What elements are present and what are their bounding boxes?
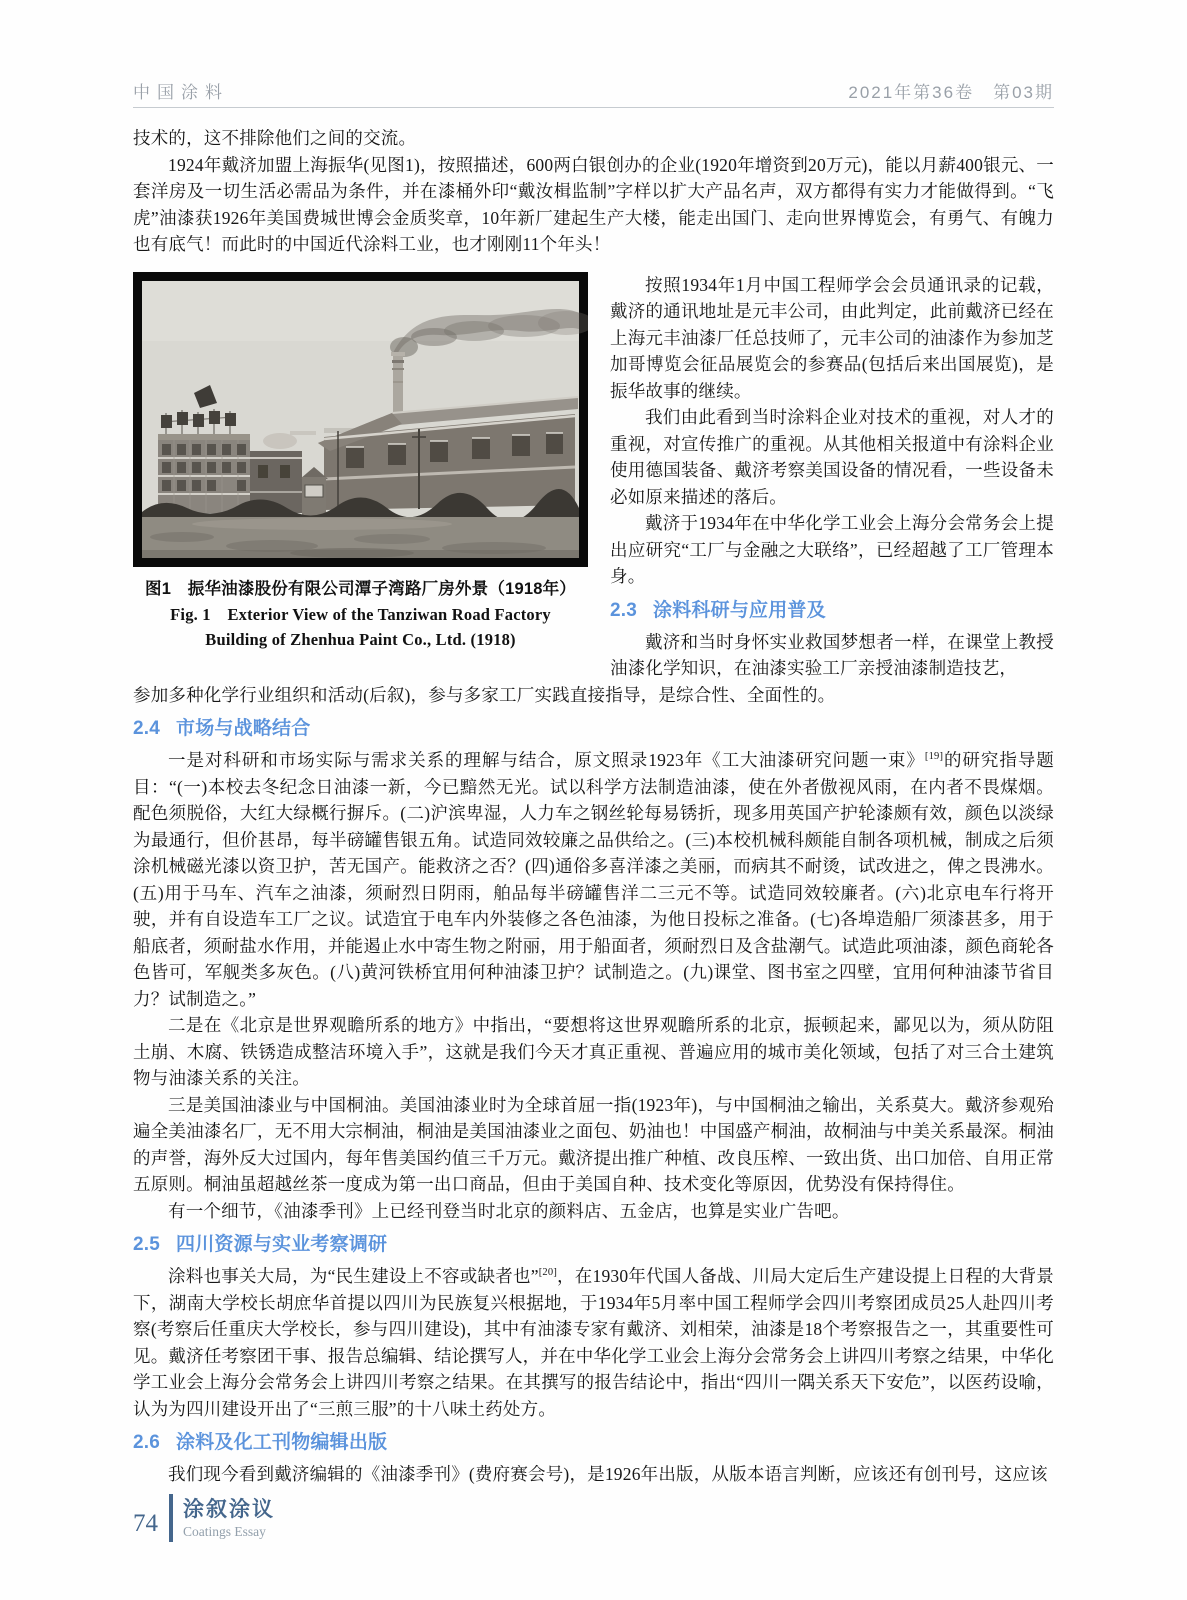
paragraph: 戴济于1934年在中华化学工业会上海分会常务会上提出应研究“工厂与金融之大联络”，已经超越了工厂管理本身。: [610, 513, 1054, 586]
paragraph: 二是在《北京是世界观瞻所系的地方》中指出，“要想将这世界观瞻所系的北京，振顿起来，鄙见以为，须从防阻土崩、木腐、铁锈造成整洁环境入手”，这就是我们今天才真正重视、普遍应用的城市美化领域，包括了对三合土建筑物与油漆关系的关注。: [133, 1015, 1054, 1088]
reference-marker-20: [20]: [538, 1267, 558, 1279]
paragraph-text: 一是对科研和市场实际与需求关系的理解与结合，原文照录1923年《工大油漆研究问题一束》: [168, 750, 925, 770]
section-number: 2.3: [610, 599, 638, 621]
paragraph: [133, 1263, 1054, 1422]
paragraph: [133, 747, 1054, 1012]
photo-scene: [142, 281, 588, 558]
section-number: 2.5: [133, 1234, 161, 1255]
section-number: 2.4: [133, 718, 161, 739]
paragraph: 参加多种化学行业组织和活动(后叙)，参与多家工厂实践直接指导，是综合性、全面性的。: [133, 684, 836, 705]
factory-photo: [133, 272, 588, 567]
section-heading-2-3: [610, 598, 1054, 624]
paragraph-text: ，在1930年代国人备战、川局大定后生产建设提上日程的大背景下，湖南大学校长胡庶华首提以四川为民族复兴根据地，于1934年5月率中国工程师学会四川考察团成员25人赴四川考察(考察后任重庆大学校长，参与四川建设)，其中有油漆专家有戴济、刘相荣，油漆是18个考察报告之一，其重要性可见。戴济任考察团干事、报告总编辑、结论撰写人，并在中华化学工业会上海分会常务会上讲四川考察之结果，中华化学工业会上海分会常务会上讲四川考察之结果。在其撰写的报告结论中，指出“四川一隅关系天下安危”，以医药设喻，认为为四川建设开出了“三煎三服”的十八味土药处方。: [133, 1266, 1055, 1419]
paragraph: 我们现今看到戴济编辑的《油漆季刊》(费府赛会号)，是1926年出版，从版本语言判断，应该还有创刊号，这应该: [168, 1464, 1048, 1484]
text-column: [610, 272, 1054, 682]
paragraph: 三是美国油漆业与中国桐油。美国油漆业时为全球首屈一指(1923年)，与中国桐油之输出，关系莫大。戴济参观殆遍全美油漆名厂，无不用大宗桐油，桐油是美国油漆业之面包、奶油也！中国盛产桐油，故桐油与中美关系最深。桐油的声誉，海外反大过国内，每年售美国约值三千万元。戴济提出推广种植、改良压榨、一致出货、出口加倍、自用正常五原则。桐油虽超越丝茶一度成为第一出口商品，但由于美国自种、技术变化等原因，优势没有保持得住。: [133, 1094, 1054, 1194]
footer-column-zh: 涂叙涂议: [183, 1497, 275, 1521]
page-number: 74: [133, 1510, 158, 1537]
section-heading-2-6: [133, 1430, 1054, 1456]
footer-column-block: [183, 1497, 275, 1540]
figure-caption: [133, 576, 588, 652]
footer-divider: [169, 1494, 173, 1542]
page-footer: [133, 1494, 275, 1542]
figure-and-text-row: [133, 272, 1054, 682]
section-heading-2-4: [133, 716, 1054, 742]
section-title: 四川资源与实业考察调研: [176, 1234, 388, 1255]
header-divider: [133, 107, 1054, 108]
figure-column: [133, 272, 588, 682]
section-title: 涂料科研与应用普及: [653, 599, 826, 621]
figure-caption-zh: 图1 振华油漆股份有限公司潭子湾路厂房外景（1918年）: [145, 579, 576, 598]
figure-caption-en-line1: Fig. 1 Exterior View of the Tanziwan Road Factory: [170, 604, 551, 624]
paragraph: 戴济和当时身怀实业救国梦想者一样，在课堂上教授油漆化学知识，在油漆实验工厂亲授油漆制造技艺，: [610, 631, 1054, 678]
reference-marker-19: [19]: [924, 751, 944, 763]
journal-title: 中国涂料: [133, 83, 229, 102]
paragraph-text: 涂料也事关大局，为“民生建设上不容或缺者也”: [168, 1266, 539, 1286]
article-body: [133, 125, 1054, 1488]
paragraph: 1924年戴济加盟上海振华(见图1)，按照描述，600两白银创办的企业(1920年增资到20万元)，能以月薪400银元、一套洋房及一切生活必需品为条件，并在漆桶外印“戴汝楫监制”字样以扩大产品名声，双方都得有实力才能做得到。“飞虎”油漆获1926年美国费城世博会金质奖章，10年新厂建起生产大楼，能走出国门、走向世界博览会，有勇气、有魄力也有底气！而此时的中国近代涂料工业，也才刚刚11个年头！: [133, 154, 1054, 254]
paragraph: 有一个细节，《油漆季刊》上已经刊登当时北京的颜料店、五金店，也算是实业广告吧。: [168, 1200, 850, 1221]
field: [142, 517, 579, 558]
figure-caption-en-line2: Building of Zhenhua Paint Co., Ltd. (1918): [205, 629, 516, 649]
paragraph: 我们由此看到当时涂料企业对技术的重视，对人才的重视，对宣传推广的重视。从其他相关报道中有涂料企业使用德国装备、戴济考察美国设备的情况看，一些设备未必如原来描述的落后。: [610, 407, 1054, 507]
paragraph-text: 的研究指导题目：“(一)本校去冬纪念日油漆一新，今已黯然无光。试以科学方法制造油漆，使在外者傲视风雨，在内者不畏煤烟。配色须脱俗，大红大绿概行摒斥。(二)沪滨卑湿，人力车之钢丝轮每易锈折，现多用英国产护轮漆颇有效，颜色以淡绿为最通行，但价甚昂，每半磅罐售银五角。试造同效较廉之品供给之。(三)本校机械科颇能自制各项机械，制成之后须涂机械磁光漆以资卫护，苦无国产。能救济之否？(四)通俗多喜洋漆之美丽，而病其不耐烫，试改进之，俾之畏沸水。(五)用于马车、汽车之油漆，须耐烈日阴雨，舶品每半磅罐售洋二三元不等。试造同效较廉者。(六)北京电车行将开驶，并有自设造车工厂之议。试造宜于电车内外装修之各色油漆，为他日投标之准备。(七)各埠造船厂须漆甚多，用于船底者，须耐盐水作用，并能遏止水中寄生物之附丽，用于船面者，须耐烈日及含盐潮气。试造此项油漆，颜色商轮各色皆可，军舰类多灰色。(八)黄河铁桥宜用何种油漆卫护？试制造之。(九)课堂、图书室之四壁，宜用何种油漆节省目力？试制造之。”: [133, 750, 1054, 1009]
section-number: 2.6: [133, 1432, 161, 1453]
page-header: [133, 78, 1054, 103]
figure-1: [133, 272, 588, 652]
footer-column-en: Coatings Essay: [183, 1523, 266, 1539]
issue-info: 2021年第36卷 第03期: [848, 83, 1054, 102]
section-heading-2-5: [133, 1232, 1054, 1258]
paragraph: 按照1934年1月中国工程师学会会员通讯录的记载，戴济的通讯地址是元丰公司，由此判定，此前戴济已经在上海元丰油漆厂任总技师了，元丰公司的油漆作为参加芝加哥博览会征品展览会的参赛品(包括后来出国展览)，是振华故事的继续。: [610, 274, 1054, 401]
paragraph: 技术的，这不排除他们之间的交流。: [133, 128, 417, 148]
section-title: 市场与战略结合: [176, 718, 311, 739]
section-title: 涂料及化工刊物编辑出版: [176, 1432, 388, 1453]
